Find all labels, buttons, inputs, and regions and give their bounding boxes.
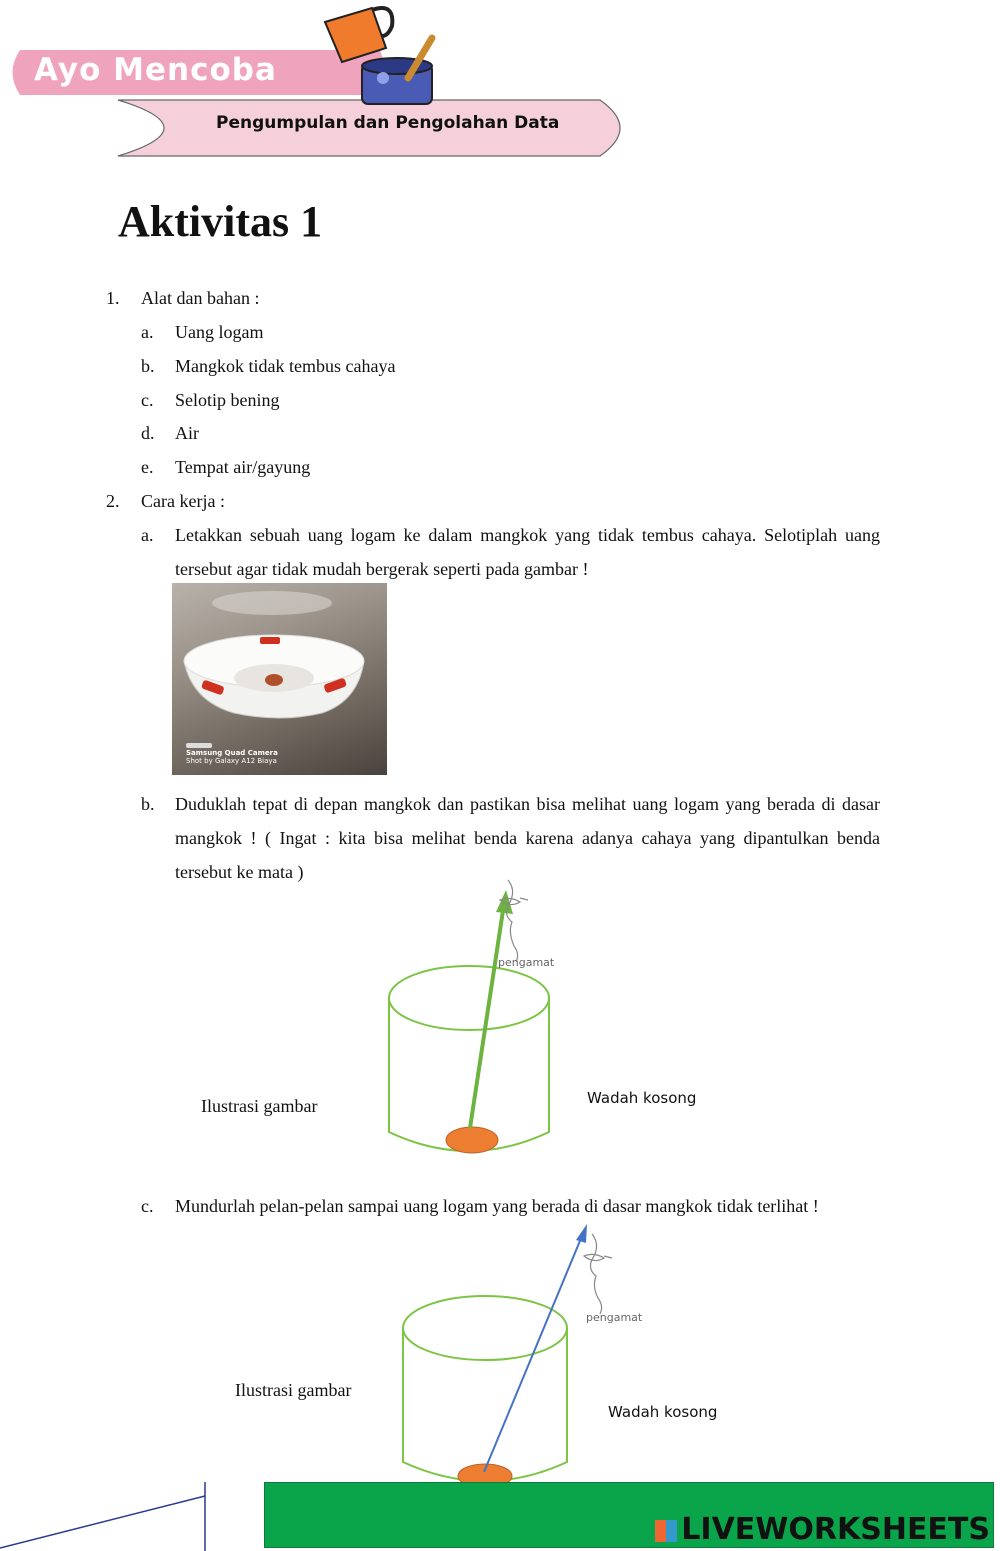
- bowl-image: [172, 583, 387, 775]
- list-item: Selotip bening: [175, 390, 280, 410]
- coin: [446, 1127, 498, 1153]
- liveworksheets-logo[interactable]: [655, 1512, 990, 1547]
- bowl-photo: [172, 583, 387, 775]
- step-text: Letakkan sebuah uang logam ke dalam mangkok yang tidak tembus cahaya. Selotiplah uang tersebut agar tidak mudah bergerak seperti pada gambar !: [175, 525, 880, 579]
- section-2-number: 2.: [106, 491, 120, 511]
- photo-caption-line1: Samsung Quad Camera: [186, 749, 278, 757]
- list-item-letter: c.: [141, 390, 154, 410]
- figure-2-illustration: [390, 1222, 643, 1492]
- section-1-number: 1.: [106, 288, 120, 308]
- liveworksheets-badge-icon: [655, 1520, 677, 1542]
- figure-1-right-label: Wadah kosong: [587, 1089, 697, 1107]
- photo-caption-line2: Shot by Galaxy A12 Biaya: [186, 757, 277, 765]
- list-item: Mangkok tidak tembus cahaya: [175, 356, 396, 376]
- list-item-letter: d.: [141, 423, 155, 443]
- page-title: Aktivitas 1: [118, 197, 323, 246]
- list-item: Air: [175, 423, 199, 443]
- figure-2-left-label: Ilustrasi gambar: [235, 1380, 352, 1400]
- section-2-label: Cara kerja :: [141, 491, 225, 511]
- figure-1-illustration: [370, 870, 570, 1165]
- figure-1-left-label: Ilustrasi gambar: [201, 1096, 318, 1116]
- observer-eye-icon: [584, 1234, 612, 1314]
- step-text: Duduklah tepat di depan mangkok dan pastikan bisa melihat uang logam yang berada di dasar mangkok ! ( Ingat : kita bisa melihat benda karena adanya cahaya yang dipantulkan benda tersebut ke mata ): [175, 794, 880, 882]
- banner-title: Ayo Mencoba: [34, 52, 277, 88]
- liveworksheets-brand: LIVEWORKSHEETS: [681, 1512, 990, 1547]
- list-item-letter: e.: [141, 457, 154, 477]
- corner-decoration: [0, 1480, 220, 1551]
- observer-eye-icon: [500, 880, 528, 962]
- section-1-label: Alat dan bahan :: [141, 288, 260, 308]
- figure-2-right-label: Wadah kosong: [608, 1403, 718, 1421]
- container-cylinder: [403, 1296, 567, 1481]
- figure-1-observer-label: pengamat: [498, 956, 555, 969]
- list-item: Tempat air/gayung: [175, 457, 311, 477]
- step-letter: c.: [141, 1196, 154, 1216]
- step-letter: a.: [141, 525, 154, 545]
- light-ray-arrow: [470, 904, 504, 1128]
- list-item-letter: b.: [141, 356, 155, 376]
- list-item-letter: a.: [141, 322, 154, 342]
- step-text: Mundurlah pelan-pelan sampai uang logam yang berada di dasar mangkok tidak terlihat !: [175, 1196, 819, 1216]
- banner-subtitle: Pengumpulan dan Pengolahan Data: [216, 113, 560, 133]
- photo-caption: [186, 749, 278, 765]
- figure-2-observer-label: pengamat: [586, 1311, 643, 1324]
- step-letter: b.: [141, 794, 155, 814]
- list-item: Uang logam: [175, 322, 264, 342]
